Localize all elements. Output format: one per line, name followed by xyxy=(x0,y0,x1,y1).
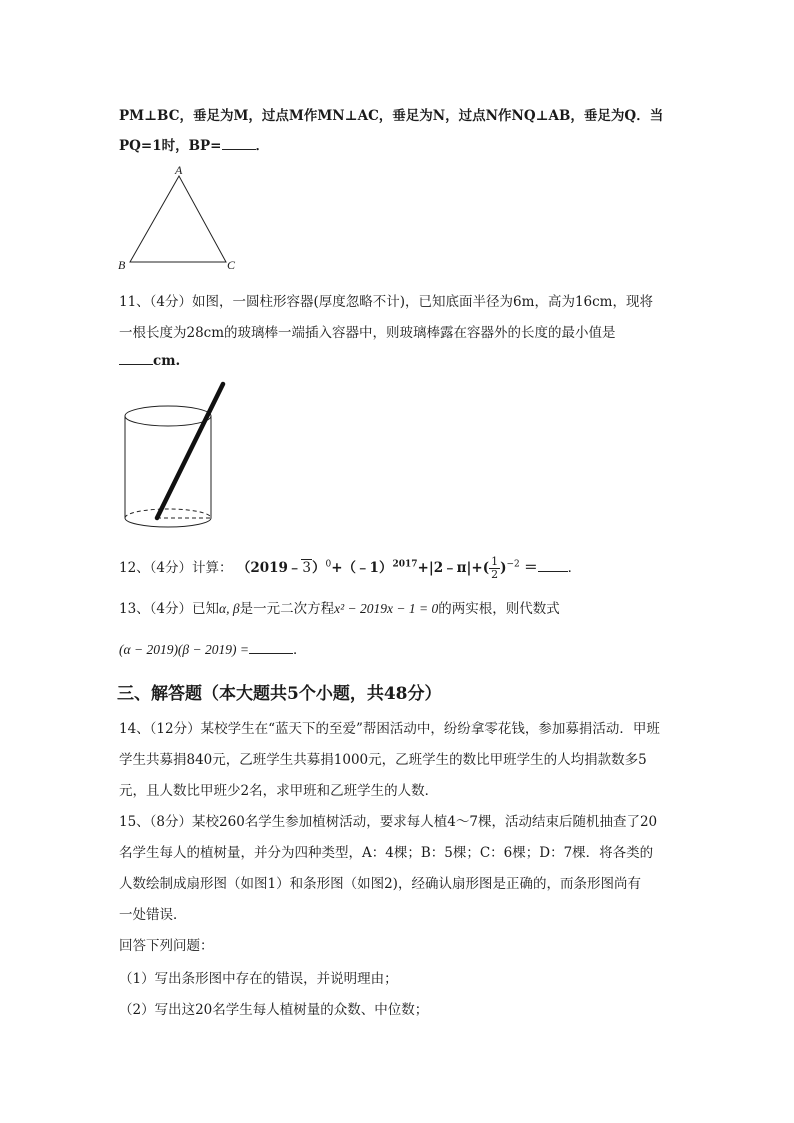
cylinder-figure xyxy=(115,380,235,530)
exponent-neg2: −2 xyxy=(506,559,520,570)
q13-end: ． xyxy=(293,642,307,658)
q12-end: ． xyxy=(567,560,582,576)
exponent-zero: 0 xyxy=(325,559,332,570)
q10-line2 xyxy=(119,134,269,154)
q15-line4: 一处错误． xyxy=(119,907,187,923)
q13-expr: (α − 2019)(β − 2019) = xyxy=(119,642,249,657)
sqrt-radicand: 3 xyxy=(302,560,311,576)
q10-line2-text: PQ=1时，BP= xyxy=(119,138,222,154)
q13-mid: 是一元二次方程 xyxy=(239,601,335,617)
answer-blank xyxy=(119,352,153,365)
q12-equals: ＝ xyxy=(524,560,538,576)
q13-suffix: 的两实根，则代数式 xyxy=(438,601,560,617)
q13-equation: x² − 2019x − 1 = 0 xyxy=(334,601,439,616)
q11-line3-unit: cm. xyxy=(153,353,181,369)
vertex-label-b: B xyxy=(118,258,126,272)
q10-line1: PM⊥BC，垂足为M，过点M作MN⊥AC，垂足为N，过点N作NQ⊥AB，垂足为Q．当 xyxy=(119,108,664,124)
triangle-abc xyxy=(130,176,226,262)
cylinder-bottom-front xyxy=(125,518,211,527)
q12-prefix: 12、（4分）计算： xyxy=(119,560,233,576)
triangle-figure xyxy=(115,163,245,275)
answer-blank xyxy=(249,641,293,654)
q12-expr-c: +（﹣1） xyxy=(331,560,393,576)
q14-line2: 学生共募捐840元，乙班学生共募捐1000元，乙班学生的数比甲班学生的人均捐款数多5 xyxy=(119,752,647,768)
glass-rod xyxy=(157,384,223,518)
q15-line6: （1）写出条形图中存在的错误，并说明理由； xyxy=(119,971,398,987)
exponent-2017: 2017 xyxy=(392,559,418,570)
cylinder-bottom-back xyxy=(125,509,211,518)
q13-line1 xyxy=(119,597,560,617)
cylinder-top-ellipse xyxy=(125,406,211,426)
q13-vars: α, β xyxy=(219,601,240,616)
q15-line1: 15、（8分）某校260名学生参加植树活动，要求每人植4～7棵，活动结束后随机抽查了20 xyxy=(119,814,658,830)
q12-expr-a: （2019﹣ xyxy=(236,560,302,576)
fraction-numerator: 1 xyxy=(491,555,499,568)
fraction-denominator: 2 xyxy=(491,568,499,581)
q11-line2: 一根长度为28cm的玻璃棒一端插入容器中，则玻璃棒露在容器外的长度的最小值是 xyxy=(119,325,616,341)
vertex-label-c: C xyxy=(227,258,236,272)
section-heading: 三、解答题（本大题共5个小题，共48分） xyxy=(117,684,442,704)
q12-expr-b: ） xyxy=(312,560,326,576)
q12-expr-d: +|2﹣π|+( xyxy=(417,560,490,576)
q15-line7: （2）写出这20名学生每人植树量的众数、中位数； xyxy=(119,1002,429,1018)
q14-line3: 元，且人数比甲班少2名，求甲班和乙班学生的人数． xyxy=(119,783,439,799)
q12-line xyxy=(119,556,581,581)
q15-line2: 名学生每人的植树量，并分为四种类型，A：4棵；B：5棵；C：6棵；D：7棵．将各类的 xyxy=(119,845,654,861)
vertex-label-a: A xyxy=(175,163,183,177)
answer-blank xyxy=(538,559,568,572)
q11-line3 xyxy=(119,352,180,369)
cylinder-svg xyxy=(115,380,235,530)
q15-line3: 人数绘制成扇形图（如图1）和条形图（如图2)，经确认扇形图是正确的，而条形图尚有 xyxy=(119,876,641,892)
q11-line1: 11、（4分）如图，一圆柱形容器(厚度忽略不计)，已知底面半径为6m，高为16cm，现将 xyxy=(119,294,653,310)
q13-prefix: 13、（4分）已知 xyxy=(119,601,220,617)
triangle-svg xyxy=(115,163,245,275)
answer-blank xyxy=(222,137,256,150)
q15-line5: 回答下列问题： xyxy=(119,938,214,954)
q12-expr-e: ) xyxy=(500,560,507,576)
fraction-one-half xyxy=(489,556,500,581)
q10-line2-end: ． xyxy=(255,138,269,154)
q13-line2 xyxy=(119,638,307,658)
q14-line1: 14、（12分）某校学生在“蓝天下的至爱”帮困活动中，纷纷拿零花钱，参加募捐活动．甲班 xyxy=(119,721,660,737)
